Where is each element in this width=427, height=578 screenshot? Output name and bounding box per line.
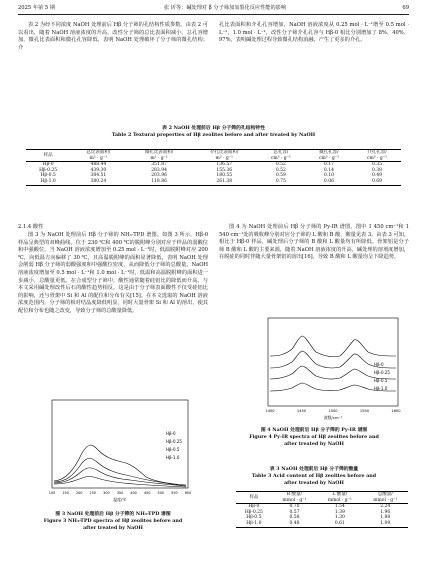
fig3-caption-en-1: Figure 3 NH₃-TPD spectra of Hβ zeolites before and bbox=[43, 518, 183, 524]
fig4-xtick: 1550 bbox=[359, 409, 370, 413]
left-paragraph-1: 表 2 为经不同浓度 NaOH 处理前后 Hβ 分子筛的孔结构性质参数。由表 2 可以看出，随着 NaOH 溶液浓度的升高，改性分子筛的总比表面积减小、总孔容增加。微孔比表面积和微孔孔容降低，表明 NaOH 处理破坏了分子筛的微孔结构；介 bbox=[18, 22, 208, 51]
fig3-xtick: 600 bbox=[184, 491, 192, 495]
left-paragraph-2: 图 3 为 NaOH 处理前后 Hβ 分子筛的 NH₃-TPD 谱图。如图 3 所示，Hβ-0 样品呈典型的双峰曲线，位于 230 ℃和 400 ℃的脱附峰分别对应于样品的弱酸位和中强酸位。当 NaOH 溶液浓度增加至 0.25 mol · L⁻¹时，低温脱附峰对应 200 ℃，向低温方向偏移了 30 ℃，且高温脱附峰的面积显著降低，表明 NaOH 处理会削弱 Hβ 分子筛的弱酸强度和中强酸位密度，从而降低分子筛的总酸量。NaOH 溶液浓度增加至 0.5 mol · L⁻¹和 1.0 mol · L⁻¹时，低温和高温脱附峰的面积进一步减小，总酸量更低。在合成型分子筛中，酸性通常随着硅铝比的降低而升高，与本文采用碱处理改性后石的酸性趋势相反。这是由于分子筛表面酸性不仅受硅铝比的影响，还与骨架中 Si 和 Al 的配位和分布有关[15]。在本文选取的 NaOH 溶液浓度范围内，分子筛的相对结晶度降低明显，同时大量骨架 Si 和 Al 的溶出，使其配位和分布也随之改变，导致分子筛的总酸量降低。 bbox=[18, 232, 208, 314]
table2-unit: m² · g⁻¹ bbox=[89, 155, 108, 161]
header-rule bbox=[18, 14, 409, 15]
table-cell: 488.44 bbox=[90, 162, 107, 168]
table-cell: 439.30 bbox=[90, 167, 107, 173]
fig3-caption-cn: 图 3 NaOH 处理前后 Hβ 分子筛的 NH₃-TPD 谱图 bbox=[55, 511, 171, 517]
table-cell: 0.35 bbox=[371, 162, 382, 168]
table-cell: 0.10 bbox=[323, 173, 334, 179]
table3-unit: mmol · g⁻¹ bbox=[282, 497, 307, 503]
table2-unit: cm³ · g⁻¹ bbox=[270, 155, 291, 161]
table2-unit: m² · g⁻¹ bbox=[150, 155, 168, 161]
fig3-xtick: 350 bbox=[116, 491, 124, 495]
table-cell: 0.52 bbox=[275, 162, 286, 168]
table-cell: 0.06 bbox=[323, 178, 334, 184]
fig3-xtick: 400 bbox=[130, 491, 137, 495]
fig3-label: Hβ-0.5 bbox=[166, 447, 180, 452]
section-heading: 2.1.4 酸性 bbox=[18, 224, 44, 230]
fig4-chart bbox=[262, 316, 402, 424]
fig3-xtick: 250 bbox=[89, 491, 97, 495]
table3-unit: mmol · g⁻¹ bbox=[327, 497, 352, 503]
fig4-xtick: 1450 bbox=[296, 409, 307, 413]
table-cell: 203.96 bbox=[151, 173, 167, 179]
fig3-label: Hβ-1.0 bbox=[166, 455, 180, 460]
table-cell: 0.52 bbox=[275, 167, 286, 173]
table-cell: 2.24 bbox=[380, 504, 391, 510]
running-title: 张 圻等：碱处理对 β 分子筛加氢裂化反应性能的影响 bbox=[163, 5, 287, 11]
right-paragraph-1: 孔比表面积和介孔孔容增加，NaOH 溶液浓度从 0.25 mol · L⁻¹增至 0.5 mol · L⁻¹，1.0 mol · L⁻¹，改性分子筛介孔孔容与 Hβ-0 相比分别增加了 8%、40%、97%，表明碱处理过程导致微孔结构消融，产生了更多的介孔。 bbox=[219, 22, 409, 44]
table-cell: 136.57 bbox=[216, 162, 233, 168]
fig4-xtick: 1400 bbox=[265, 409, 275, 413]
fig4-xtick: 1600 bbox=[391, 409, 401, 413]
table3-header: 总酸量/ bbox=[377, 492, 393, 497]
table-cell: Hβ-1.0 bbox=[246, 520, 262, 526]
table-cell: 0.70 bbox=[289, 504, 300, 510]
table-cell: 118.86 bbox=[151, 178, 167, 184]
fig4-label: Hβ-0.5 bbox=[374, 378, 388, 383]
table3-unit: mmol · g⁻¹ bbox=[373, 497, 398, 503]
table2-header: 样品 bbox=[26, 150, 70, 162]
fig3-caption-en-2: after treated by NaOH bbox=[83, 525, 143, 531]
fig3-label: Hβ-0 bbox=[166, 431, 176, 436]
fig4-label: Hβ-1.0 bbox=[374, 386, 388, 391]
fig3-curve-hb10 bbox=[54, 477, 186, 488]
table2-header: 总比表面积/ bbox=[86, 150, 111, 155]
fig4-curve-hb0 bbox=[270, 336, 396, 357]
fig3-xtick: 300 bbox=[103, 491, 110, 495]
fig3-chart bbox=[44, 398, 192, 508]
fig4-caption-en-2: after treated by NaOH bbox=[284, 441, 344, 447]
table-cell: 0.38 bbox=[371, 167, 382, 173]
table-cell: 1.54 bbox=[334, 504, 345, 510]
table-cell: Hβ-0.5 bbox=[40, 173, 56, 179]
table-cell: 380.24 bbox=[90, 178, 107, 184]
table-row bbox=[26, 179, 401, 185]
table2-unit: cm³ · g⁻¹ bbox=[366, 155, 387, 161]
table-cell: 1.30 bbox=[334, 515, 345, 521]
table-cell: Hβ-0 bbox=[248, 504, 260, 510]
fig3-xtick: 100 bbox=[48, 491, 56, 495]
fig3-label: Hβ-0.25 bbox=[166, 439, 182, 444]
table-cell: 0.14 bbox=[323, 167, 334, 173]
table-cell: Hβ-0 bbox=[42, 162, 54, 168]
fig4-xtick: 1500 bbox=[328, 409, 338, 413]
fig3-xtick: 550 bbox=[171, 491, 178, 495]
table2-header: 介孔比表面积/ bbox=[210, 150, 239, 155]
table-cell: 384.51 bbox=[90, 173, 107, 179]
table3-title-cn: 表 3 NaOH 处理前后 Hβ 分子筛的酸量 bbox=[269, 466, 359, 472]
table-cell: 0.61 bbox=[334, 520, 345, 526]
table-cell: 0.69 bbox=[371, 178, 382, 184]
table-cell: 1.09 bbox=[380, 520, 391, 526]
table-row bbox=[236, 521, 408, 527]
table3-header: B 酸量/ bbox=[286, 492, 303, 497]
table-cell: Hβ-0.25 bbox=[39, 167, 58, 173]
fig3-curve-hb025 bbox=[54, 458, 186, 486]
table-cell: 0.59 bbox=[275, 173, 286, 179]
table3-title-en-1: Table 3 Acid content of Hβ zeolites before and bbox=[251, 473, 377, 479]
table-cell: 351.87 bbox=[151, 162, 167, 168]
table-cell: 0.57 bbox=[289, 509, 300, 515]
table-cell: 1.39 bbox=[334, 509, 345, 515]
table-cell: 283.94 bbox=[151, 167, 167, 173]
table-cell: Hβ-0.5 bbox=[246, 515, 262, 521]
table-cell: 0.17 bbox=[323, 162, 334, 168]
table-cell: 0.58 bbox=[289, 515, 300, 521]
table2-header: 微孔比表面积/ bbox=[144, 150, 174, 155]
fig3-xtick: 150 bbox=[62, 491, 69, 495]
table2-title-cn: 表 2 NaOH 处理前后 Hβ 分子筛的孔结构特性 bbox=[162, 125, 265, 131]
table2-unit: cm³ · g⁻¹ bbox=[318, 155, 339, 161]
table3-header: L 酸量/ bbox=[332, 492, 348, 497]
fig4-label: Hβ-0 bbox=[374, 362, 384, 367]
table2-title-en: Table 2 Textural properties of Hβ zeolites before and after treated by NaOH bbox=[111, 132, 316, 138]
fig4-caption-cn: 图 4 NaOH 处理前后 Hβ 分子筛的 Py-IR 谱图 bbox=[260, 427, 368, 433]
table2-header: 介孔孔容/ bbox=[367, 150, 387, 155]
fig3-xlabel: 温度/℃ bbox=[113, 497, 127, 502]
page-number: 69 bbox=[402, 5, 409, 11]
table3-header: 样品 bbox=[236, 492, 272, 504]
fig3-xtick: 200 bbox=[75, 491, 83, 495]
table-cell: 0.49 bbox=[371, 173, 382, 179]
table-cell: 261.38 bbox=[216, 178, 233, 184]
fig4-label: Hβ-0.25 bbox=[374, 370, 390, 375]
table-cell: 0.75 bbox=[275, 178, 286, 184]
table2-unit: m² · g⁻¹ bbox=[215, 155, 233, 161]
fig3-xtick: 500 bbox=[157, 491, 165, 495]
fig3-xtick: 450 bbox=[143, 491, 151, 495]
table3-title-en-2: after treated by NaOH bbox=[284, 480, 344, 486]
table-cell: 1.96 bbox=[380, 509, 391, 515]
table2-header: 总孔容/ bbox=[273, 150, 289, 155]
fig4-xlabel: 波数/cm⁻¹ bbox=[323, 415, 343, 420]
right-paragraph-2: 图 4 为 NaOH 处理前后 Hβ 分子筛的 Py-IR 谱图。图中 1 450 cm⁻¹和 1 540 cm⁻¹处的吸收峰分别对应分子筛的 L 酸和 B 酸，酸量见表 3。由表 3 可知，相比于 Hβ-0 样品，碱处理后分子筛的 B 酸和 L 酸量均有所降低。骨架铝是分子筛 B 酸和 L 酸的主要来源，随着 NaOH 溶液浓度的升高，碱处理的溶剂度增加，在脱硅的同时伴随大量骨架铝的溶出[16]，导致 B 酸和 L 酸量均呈下降趋势。 bbox=[219, 224, 409, 261]
table-cell: Hβ-1.0 bbox=[40, 178, 56, 184]
table-cell: 0.48 bbox=[289, 520, 300, 526]
table-cell: Hβ-0.25 bbox=[244, 509, 263, 515]
fig4-caption-en-1: Figure 4 Py-IR spectra of Hβ zeolites before and bbox=[249, 434, 379, 440]
table2-header: 微孔孔容/ bbox=[319, 150, 339, 155]
table2 bbox=[26, 149, 401, 186]
table3 bbox=[236, 491, 408, 528]
journal-issue: 2025 年第 5 期 bbox=[18, 5, 56, 11]
table-cell: 155.36 bbox=[216, 167, 233, 173]
table-cell: 180.55 bbox=[216, 173, 233, 179]
table-cell: 1.88 bbox=[380, 515, 391, 521]
